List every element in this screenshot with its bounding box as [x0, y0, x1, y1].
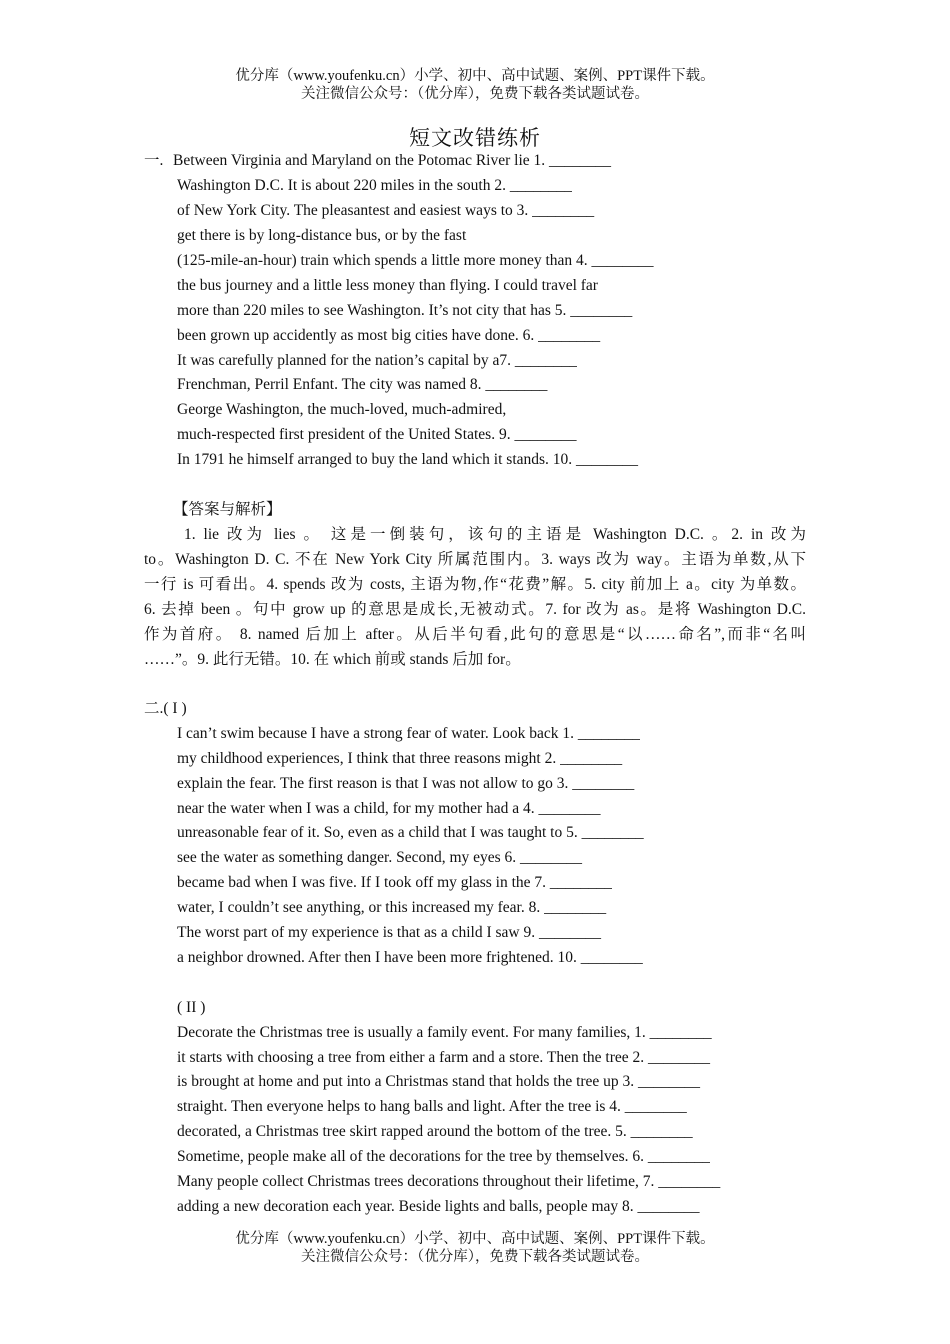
exercise-line: adding a new decoration each year. Beside lights and balls, people may 8. ________ — [177, 1198, 700, 1215]
page-footer — [0, 1230, 950, 1266]
exercise-line: became bad when I was five. If I took off my glass in the 7. ________ — [177, 874, 612, 891]
exercise-line: my childhood experiences, I think that three reasons might 2. ________ — [177, 750, 623, 767]
exercise-line: In 1791 he himself arranged to buy the land which it stands. 10. ________ — [177, 451, 639, 468]
section3-label: ( II ) — [177, 999, 206, 1016]
exercise-line: explain the fear. The first reason is that I was not allow to go 3. ________ — [177, 775, 635, 792]
answer-line: 6. 去掉 been 。句中 grow up 的意思是成长,无被动式。7. for 改为 as。是将 Washington D.C. — [144, 601, 806, 618]
exercise-line: The worst part of my experience is that as a child I saw 9. ________ — [177, 924, 601, 941]
exercise-line: I can’t swim because I have a strong fear of water. Look back 1. ________ — [177, 725, 640, 742]
exercise-line: Washington D.C. It is about 220 miles in the south 2. ________ — [177, 177, 572, 194]
answer-line: 一行 is 可看出。4. spends 改为 costs, 主语为物,作“花费”解。5. city 前加上 a。city 为单数。 — [144, 576, 806, 593]
page-header — [0, 67, 950, 103]
exercise-line: George Washington, the much-loved, much-admired, — [177, 401, 507, 418]
answer-line: 1. lie 改为 lies 。 这是一倒装句，该句的主语是 Washington D.C. 。2. in 改为 — [184, 526, 806, 543]
answer-explanation — [144, 522, 806, 672]
exercise-line: it starts with choosing a tree from either a farm and a store. Then the tree 2. ________ — [177, 1049, 711, 1066]
answer-line: to。Washington D. C. 不在 New York City 所属范围内。3. ways 改为 way。主语为单数,从下 — [144, 551, 806, 568]
exercise-line: Between Virginia and Maryland on the Potomac River lie 1. ________ — [173, 152, 612, 169]
exercise-line: water, I couldn’t see anything, or this increased my fear. 8. ________ — [177, 899, 607, 916]
section1-label: 一. — [144, 152, 164, 169]
exercise-line: see the water as something danger. Second, my eyes 6. ________ — [177, 849, 583, 866]
exercise-line: much-respected first president of the United States. 9. ________ — [177, 426, 577, 443]
exercise-line: decorated, a Christmas tree skirt rapped around the bottom of the tree. 5. ________ — [177, 1123, 693, 1140]
exercise-line: a neighbor drowned. After then I have been more frightened. 10. ________ — [177, 949, 643, 966]
exercise-line: is brought at home and put into a Christmas stand that holds the tree up 3. ________ — [177, 1073, 701, 1090]
exercise-line: been grown up accidently as most big cities have done. 6. ________ — [177, 327, 601, 344]
exercise-line: straight. Then everyone helps to hang balls and light. After the tree is 4. ________ — [177, 1098, 687, 1115]
exercise-line: Sometime, people make all of the decorations for the tree by themselves. 6. ________ — [177, 1148, 710, 1165]
page-title: 短文改错练析 — [409, 126, 541, 150]
exercise-line: get there is by long-distance bus, or by the fast — [177, 227, 467, 244]
answer-heading: 【答案与解析】 — [173, 501, 282, 518]
section2-label: 二.( I ) — [144, 700, 187, 717]
exercise-line: Frenchman, Perril Enfant. The city was named 8. ________ — [177, 376, 548, 393]
answer-line: 作为首府。 8. named 后加上 after。从后半句看,此句的意思是“以……命名”,而非“名叫 — [144, 626, 806, 643]
exercise-line: Decorate the Christmas tree is usually a family event. For many families, 1. ________ — [177, 1024, 712, 1041]
footer-line-2: 关注微信公众号：（优分库），免费下载各类试题试卷。 — [301, 1249, 649, 1265]
exercise-line: near the water when I was a child, for my mother had a 4. ________ — [177, 800, 601, 817]
header-line-2: 关注微信公众号：（优分库），免费下载各类试题试卷。 — [301, 86, 649, 102]
exercise-line: (125-mile-an-hour) train which spends a little more money than 4. ________ — [177, 252, 654, 269]
exercise-line: unreasonable fear of it. So, even as a child that I was taught to 5. ________ — [177, 824, 644, 841]
exercise-line: of New York City. The pleasantest and easiest ways to 3. ________ — [177, 202, 595, 219]
exercise-line: the bus journey and a little less money than flying. I could travel far — [177, 277, 598, 294]
exercise-line: It was carefully planned for the nation’s capital by a7. ________ — [177, 352, 577, 369]
answer-line: ……”。9. 此行无错。10. 在 which 前或 stands 后加 for。 — [144, 651, 521, 668]
exercise-line: more than 220 miles to see Washington. It’s not city that has 5. ________ — [177, 302, 633, 319]
footer-line-1: 优分库（www.youfenku.cn）小学、初中、高中试题、案例、PPT课件下载。 — [235, 1231, 715, 1247]
header-line-1: 优分库（www.youfenku.cn）小学、初中、高中试题、案例、PPT课件下载。 — [235, 68, 715, 84]
exercise-line: Many people collect Christmas trees decorations throughout their lifetime, 7. ________ — [177, 1173, 721, 1190]
